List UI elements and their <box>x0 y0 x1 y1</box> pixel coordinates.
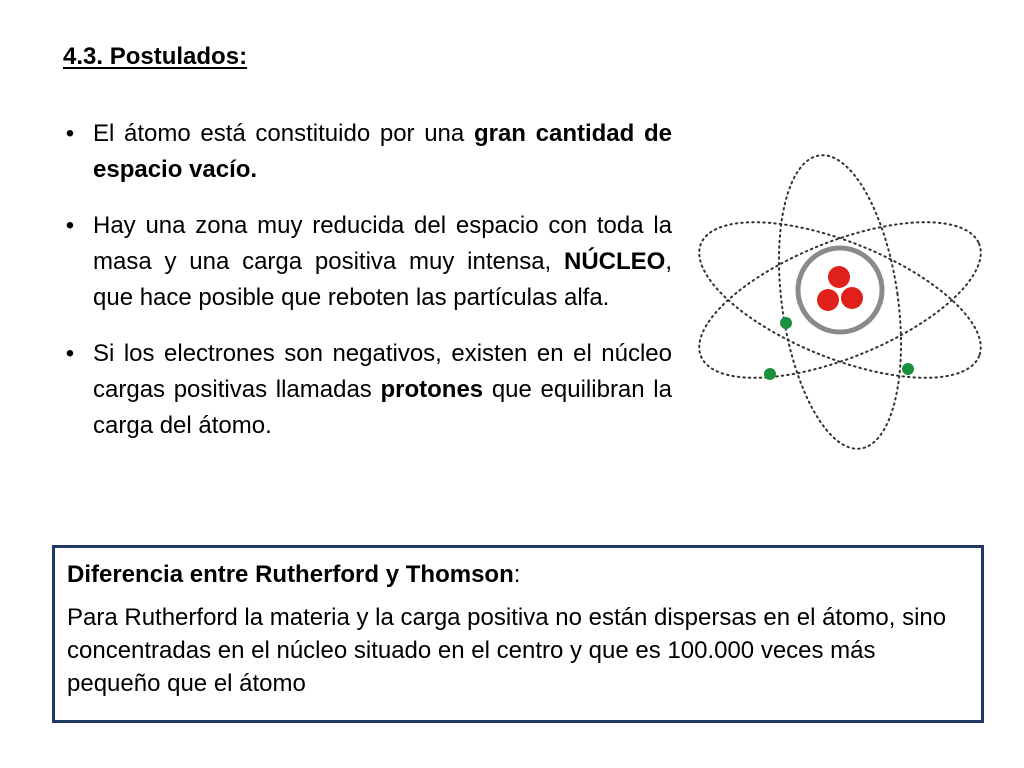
bullet-dot: • <box>65 212 75 239</box>
proton <box>828 266 850 288</box>
postulate-1-text: El átomo está constituido por una <box>93 120 474 147</box>
slide-title <box>63 43 247 71</box>
rutherford-atom-illustration <box>690 150 990 460</box>
nucleus-ring <box>798 248 882 332</box>
postulate-item-2 <box>60 208 672 316</box>
difference-title-text: Diferencia entre Rutherford y Thomson <box>67 561 514 588</box>
bullet-dot: • <box>65 340 75 367</box>
electron <box>780 317 792 329</box>
difference-title-colon: : <box>513 561 521 588</box>
difference-title <box>67 558 969 591</box>
postulates-list <box>60 116 672 464</box>
electron <box>902 363 914 375</box>
proton <box>817 289 839 311</box>
postulate-2-bold: NÚCLEO <box>563 248 666 275</box>
slide-title-text: 4.3. Postulados <box>63 43 240 70</box>
bullet-dot: • <box>65 120 75 147</box>
electron <box>764 368 776 380</box>
slide-title-colon: : <box>239 43 248 70</box>
postulate-3-text-a: Si los electrones son negativos, existen en el núcleo cargas positivas llamadas <box>93 340 672 403</box>
postulate-item-1 <box>60 116 672 188</box>
postulate-3-text-b: que equilibran la carga del átomo. <box>93 376 672 439</box>
postulate-item-3 <box>60 336 672 444</box>
postulate-2-text-a: Hay una zona muy reducida del espacio con toda la masa y una carga positiva muy intensa, <box>93 212 672 275</box>
postulate-3-bold: protones <box>380 376 484 403</box>
difference-box <box>52 545 984 723</box>
proton <box>841 287 863 309</box>
postulate-1-bold: gran cantidad de espacio vacío. <box>93 120 672 183</box>
difference-body: Para Rutherford la materia y la carga positiva no están dispersas en el átomo, sino concentradas en el núcleo situado en el centro y que es 100.000 veces más pequeño que el átomo <box>67 604 947 697</box>
postulate-2-text-b: , que hace posible que reboten las partículas alfa. <box>93 248 672 311</box>
